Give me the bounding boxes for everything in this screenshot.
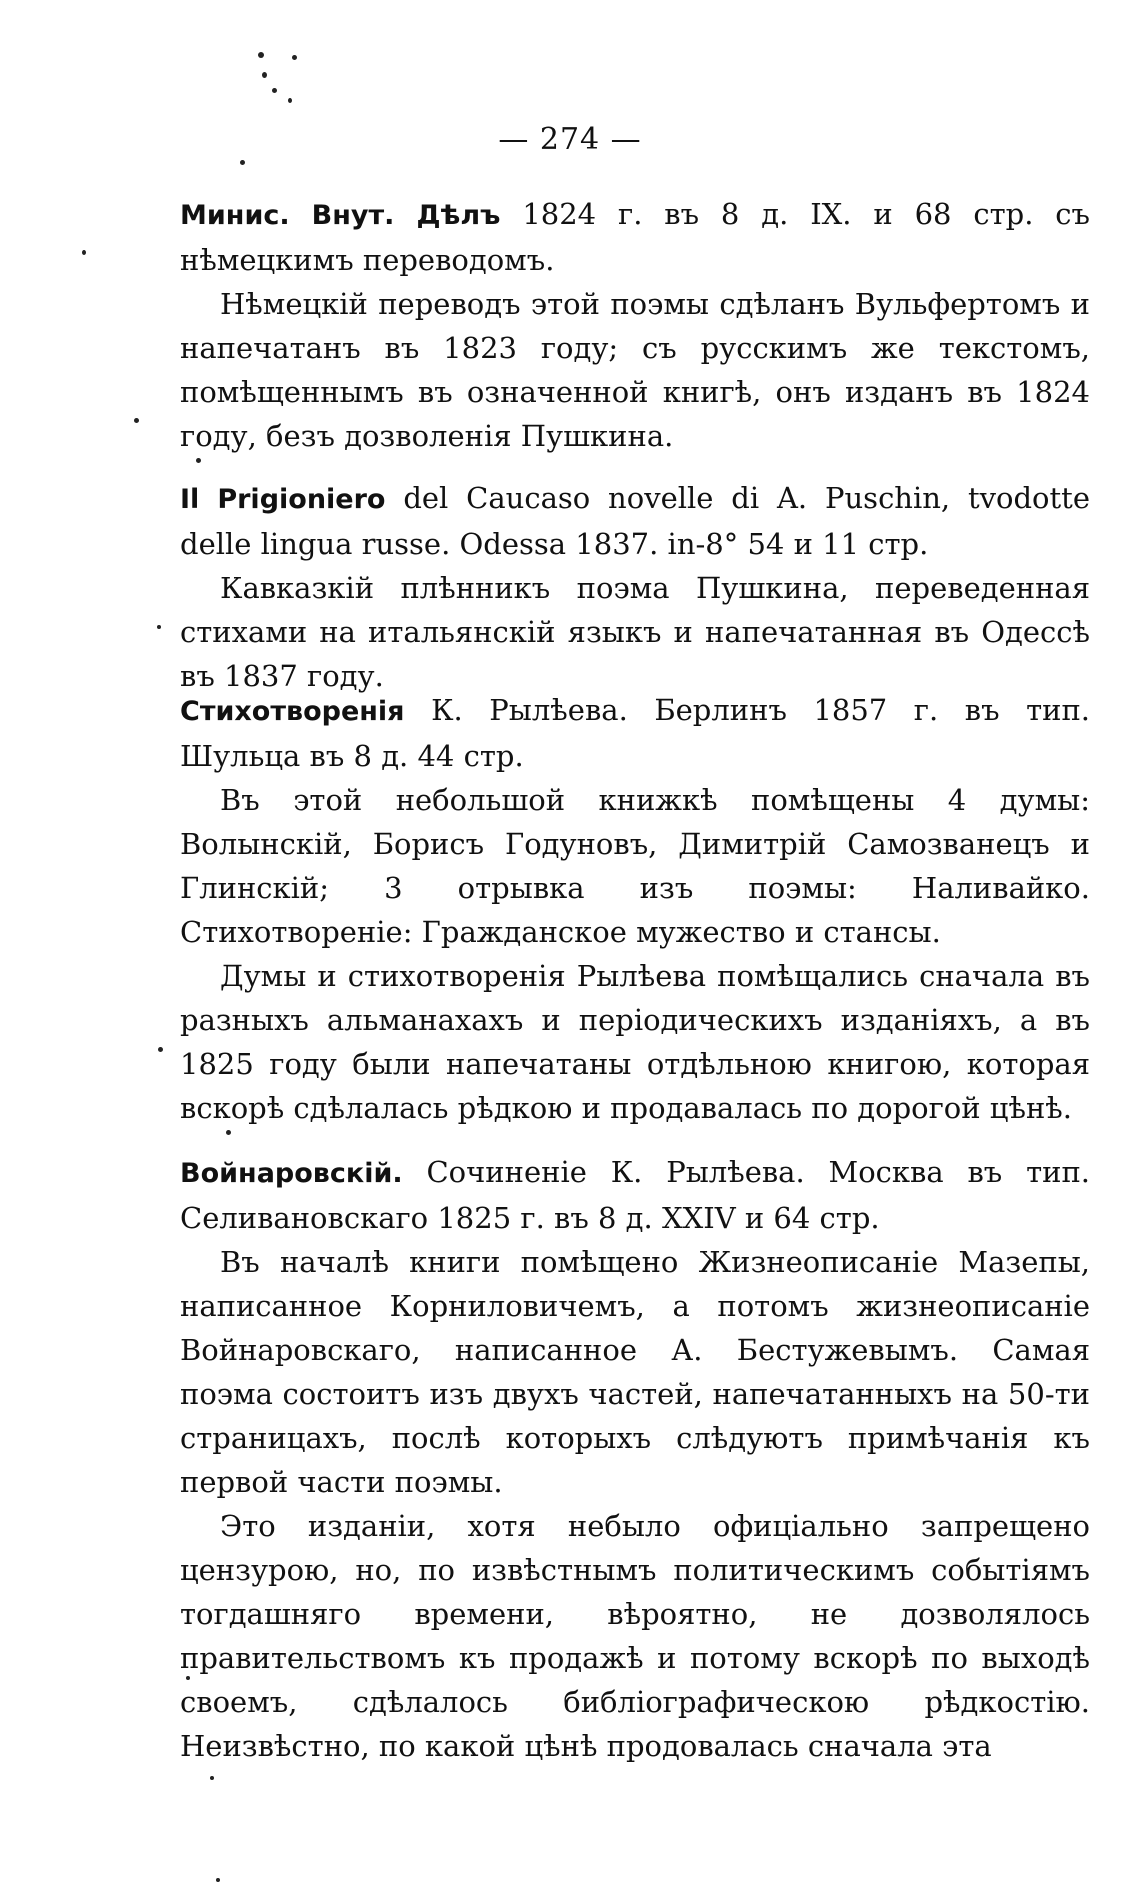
entry-paragraph: Кавказкій плѣнникъ поэма Пушкина, переведенная стихами на итальянскій языкъ и напечатанная въ Одессѣ въ 1837 году. xyxy=(180,571,1090,693)
entry-paragraph: Въ этой небольшой книжкѣ помѣщены 4 думы: Волынскій, Борисъ Годуновъ, Димитрій Самозванецъ и Глинскій; 3 отрывка изъ поэмы: Наливайко. Стихотвореніе: Гражданское мужество и стансы. xyxy=(180,783,1090,949)
bibliography-entry xyxy=(180,476,1090,698)
print-speck xyxy=(196,458,201,463)
entry-paragraph: Нѣмецкій переводъ этой поэмы сдѣланъ Вульфертомъ и напечатанъ въ 1823 году; съ русскимъ же текстомъ, помѣщеннымъ въ означенной книгѣ, онъ изданъ въ 1824 году, безъ дозволенія Пушкина. xyxy=(180,287,1090,453)
print-speck xyxy=(258,52,264,58)
entry-paragraph: Это изданіи, хотя небыло офиціально запрещено цензурою, но, по извѣстнымъ политическимъ событіямъ тогдашняго времени, вѣроятно, не дозволялось правительствомъ къ продажѣ и потому вскорѣ по выходѣ своемъ, сдѣлалось библіографическою рѣдкостію. Неизвѣстно, по какой цѣнѣ продовалась сначала эта xyxy=(180,1509,1090,1763)
entry-paragraph: Думы и стихотворенія Рылѣева помѣщались сначала въ разныхъ альманахахъ и періодическихъ изданіяхъ, а въ 1825 году были напечатаны отдѣльною книгою, которая вскорѣ сдѣлалась рѣдкою и продавалась по дорогой цѣнѣ. xyxy=(180,959,1090,1125)
bibliography-entry xyxy=(180,688,1090,1130)
entry-heading xyxy=(180,688,1090,778)
entry-heading xyxy=(180,476,1090,566)
print-speck xyxy=(226,1130,231,1135)
entry-title: Стихотворенія xyxy=(180,696,405,727)
print-speck xyxy=(216,1878,220,1882)
entry-title: Минис. Внут. Дѣлъ xyxy=(180,200,501,231)
print-speck xyxy=(272,88,277,93)
bibliography-entry xyxy=(180,1150,1090,1768)
entry-title: Il Prigioniero xyxy=(180,484,386,515)
print-speck xyxy=(262,72,267,78)
bibliography-entry xyxy=(180,192,1090,458)
entry-title: Войнаровскій. xyxy=(180,1158,403,1189)
print-speck xyxy=(292,55,297,60)
entry-details: К. Рылѣева. Берлинъ 1857 г. въ тип. Шульца въ 8 д. 44 стр. xyxy=(180,693,1090,773)
print-speck xyxy=(157,625,161,629)
entry-details: 1824 г. въ 8 д. IX. и 68 стр. съ нѣмецкимъ переводомъ. xyxy=(180,197,1090,277)
entry-heading xyxy=(180,192,1090,282)
entry-paragraph: Въ началѣ книги помѣщено Жизнеописаніе Мазепы, написанное Корниловичемъ, а потомъ жизнеописаніе Войнаровскаго, написанное А. Бестужевымъ. Самая поэма состоитъ изъ двухъ частей, напечатанныхъ на 50-ти страницахъ, послѣ которыхъ слѣдуютъ примѣчанія къ первой части поэмы. xyxy=(180,1245,1090,1499)
print-speck xyxy=(210,1776,214,1780)
entry-heading xyxy=(180,1150,1090,1240)
entry-details: del Caucaso novelle di A. Puschin, tvodotte delle lingua russe. Odessa 1837. in-8° 54 и 11 стр. xyxy=(180,481,1090,561)
print-speck xyxy=(288,98,292,103)
print-speck xyxy=(134,418,139,423)
print-speck xyxy=(82,250,86,255)
entry-details: Сочиненіе К. Рылѣева. Москва въ тип. Селивановскаго 1825 г. въ 8 д. XXIV и 64 стр. xyxy=(180,1155,1090,1235)
page-number: — 274 — xyxy=(498,122,642,157)
print-speck xyxy=(158,1047,163,1052)
print-speck xyxy=(240,160,245,165)
